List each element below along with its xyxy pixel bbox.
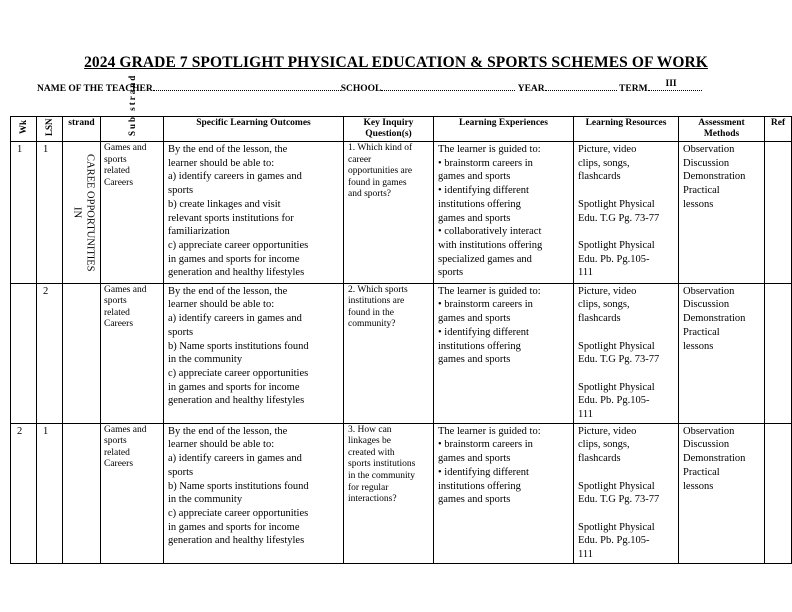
cell-line: Observation — [683, 425, 735, 437]
cell-line — [578, 507, 674, 521]
cell-line: c) appreciate career opportunities — [168, 507, 309, 519]
cell-line: in the community — [168, 354, 243, 366]
cell-line: Edu. T.G Pg. 73-77 — [578, 494, 660, 506]
cell-line: Spotlight Physical — [578, 198, 655, 210]
cell-line: Careers — [104, 459, 134, 470]
document-title: 2024 GRADE 7 SPOTLIGHT PHYSICAL EDUCATION & SPORTS SCHEMES OF WORK — [84, 54, 708, 71]
week-cell: 2 — [11, 423, 37, 563]
outcomes-cell — [164, 142, 344, 284]
cell-line: linkages be — [348, 436, 392, 447]
cell-line: sports — [104, 154, 127, 165]
cell-line: Picture, video — [578, 144, 637, 155]
cell-line: Games and — [104, 143, 147, 153]
header-sub-strand: Sub strand — [101, 117, 164, 142]
cell-line: sports — [104, 296, 127, 307]
cell-line: 111 — [578, 267, 593, 279]
cell-line: b) create linkages and visit — [168, 198, 281, 210]
cell-line: Spotlight Physical — [578, 381, 655, 393]
cell-line: • brainstorm careers in — [438, 439, 533, 451]
cell-line: • brainstorm careers in — [438, 157, 533, 169]
ref-cell — [765, 283, 792, 423]
cell-line: games and sports — [438, 354, 511, 366]
cell-line: Practical — [683, 185, 720, 197]
cell-line: Observation — [683, 144, 735, 155]
cell-line: Practical — [683, 326, 720, 338]
cell-line: • collaboratively interact — [438, 226, 542, 238]
table-row — [11, 423, 792, 563]
week-cell: 1 — [11, 142, 37, 284]
strand-cell — [63, 142, 101, 284]
header-week: Wk — [11, 117, 37, 142]
cell-line: opportunities are — [348, 166, 413, 177]
cell-line: learner should be able to: — [168, 439, 275, 451]
term-label: TERM — [619, 84, 648, 94]
outcomes-cell — [164, 283, 344, 423]
inquiry-cell — [344, 283, 434, 423]
school-label: SCHOOL — [340, 84, 382, 94]
cell-line: The learner is guided to: — [438, 285, 541, 297]
cell-line: sports — [168, 326, 194, 338]
cell-line: clips, songs, — [578, 439, 630, 451]
header-lesson: LSN — [37, 117, 63, 142]
cell-line: institutions offering — [438, 480, 521, 492]
cell-line: By the end of the lesson, the — [168, 425, 288, 437]
cell-line: generation and healthy lifestyles — [168, 535, 305, 547]
cell-line: a) identify careers in games and — [168, 453, 302, 465]
cell-line: Discussion — [683, 157, 730, 169]
header-strand: strand — [63, 117, 101, 142]
cell-line: clips, songs, — [578, 157, 630, 169]
cell-line: By the end of the lesson, the — [168, 285, 288, 297]
cell-line: institutions are — [348, 296, 405, 307]
inquiry-cell — [344, 142, 434, 284]
cell-line: related — [104, 447, 130, 458]
cell-line: 1. Which kind of — [348, 143, 413, 153]
cell-line: Edu. T.G Pg. 73-77 — [578, 354, 660, 366]
lesson-cell: 1 — [37, 142, 63, 284]
cell-line: in games and sports for income — [168, 521, 300, 533]
cell-line: sports — [438, 267, 464, 279]
cell-line: found in the — [348, 307, 394, 318]
cell-line: learner should be able to: — [168, 157, 275, 169]
cell-line: 111 — [578, 409, 593, 420]
cell-line: and sports? — [348, 189, 392, 200]
cell-line: Picture, video — [578, 285, 637, 297]
cell-line: Practical — [683, 466, 720, 478]
cell-line: Observation — [683, 285, 735, 297]
year-label: YEAR — [517, 84, 545, 94]
cell-line: Picture, video — [578, 425, 637, 437]
strand-label: CAREE OPPORTUNITIES IN — [71, 154, 96, 272]
cell-line — [578, 367, 674, 381]
assessment-cell — [679, 142, 765, 284]
cell-line: a) identify careers in games and — [168, 171, 302, 183]
cell-line: found in games — [348, 177, 407, 188]
cell-line: Spotlight Physical — [578, 239, 655, 251]
cell-line: lessons — [683, 480, 714, 492]
cell-line: sports — [104, 436, 127, 447]
resources-cell — [574, 142, 679, 284]
year-field[interactable] — [545, 81, 617, 91]
cell-line: Edu. Pb. Pg.105- — [578, 535, 650, 547]
cell-line: Careers — [104, 319, 134, 330]
teacher-name-field[interactable] — [153, 81, 341, 91]
cell-line: The learner is guided to: — [438, 425, 541, 437]
header-outcomes: Specific Learning Outcomes — [164, 117, 344, 142]
resources-cell — [574, 423, 679, 563]
cell-line: games and sports — [438, 453, 511, 465]
cell-line: c) appreciate career opportunities — [168, 239, 309, 251]
inquiry-cell — [344, 423, 434, 563]
cell-line: 2. Which sports — [348, 284, 408, 295]
cell-line: related — [104, 166, 130, 177]
cell-line: created with — [348, 447, 395, 458]
table-row — [11, 142, 792, 284]
header-experiences: Learning Experiences — [434, 117, 574, 142]
cell-line: specialized games and — [438, 253, 532, 265]
cell-line: relevant sports institutions for — [168, 212, 294, 224]
header-resources: Learning Resources — [574, 117, 679, 142]
cell-line: The learner is guided to: — [438, 144, 541, 155]
lesson-cell: 2 — [37, 283, 63, 423]
cell-line: Games and — [104, 284, 147, 295]
sub-strand-cell — [101, 283, 164, 423]
cell-line: Demonstration — [683, 453, 746, 465]
cell-line: Edu. T.G Pg. 73-77 — [578, 212, 660, 224]
cell-line: • identifying different — [438, 466, 529, 478]
term-field[interactable] — [648, 81, 702, 91]
ref-cell — [765, 423, 792, 563]
cell-line — [578, 184, 674, 198]
cell-line: interactions? — [348, 494, 397, 505]
cell-line: community? — [348, 319, 396, 330]
experiences-cell — [434, 142, 574, 284]
cell-line: lessons — [683, 198, 714, 210]
cell-line: • identifying different — [438, 326, 529, 338]
cell-line: generation and healthy lifestyles — [168, 267, 305, 279]
cell-line: learner should be able to: — [168, 299, 275, 311]
cell-line: flashcards — [578, 313, 621, 325]
cell-line: related — [104, 307, 130, 318]
cell-line: Edu. Pb. Pg.105- — [578, 395, 650, 407]
cell-line: Careers — [104, 177, 134, 188]
strand-cell — [63, 283, 101, 423]
table-header-row — [11, 117, 792, 142]
sub-strand-cell — [101, 142, 164, 284]
table-row — [11, 283, 792, 423]
cell-line — [578, 466, 674, 480]
header-assessment: Assessment Methods — [679, 117, 765, 142]
school-field[interactable] — [381, 81, 515, 91]
lesson-cell: 1 — [37, 423, 63, 563]
cell-line: sports — [168, 185, 194, 197]
week-cell — [11, 283, 37, 423]
cell-line: games and sports — [438, 313, 511, 325]
cell-line — [578, 326, 674, 340]
cell-line: institutions offering — [438, 340, 521, 352]
cell-line: Spotlight Physical — [578, 521, 655, 533]
cell-line: • brainstorm careers in — [438, 299, 533, 311]
cell-line: in games and sports for income — [168, 381, 300, 393]
cell-line: familiarization — [168, 226, 230, 238]
cell-line: sports — [168, 466, 194, 478]
cell-line: 3. How can — [348, 424, 392, 435]
teacher-name-label: NAME OF THE TEACHER — [37, 84, 153, 94]
cell-line: b) Name sports institutions found — [168, 340, 309, 352]
header-inquiry: Key Inquiry Question(s) — [344, 117, 434, 142]
strand-cell — [63, 423, 101, 563]
cell-line: By the end of the lesson, the — [168, 144, 288, 155]
cell-line: 111 — [578, 549, 593, 560]
cell-line: lessons — [683, 340, 714, 352]
cell-line: flashcards — [578, 453, 621, 465]
cell-line: generation and healthy lifestyles — [168, 395, 305, 407]
cell-line: games and sports — [438, 171, 511, 183]
cell-line: in games and sports for income — [168, 253, 300, 265]
cell-line: career — [348, 154, 372, 165]
cell-line: Spotlight Physical — [578, 340, 655, 352]
term-value: III — [665, 79, 677, 89]
cell-line: games and sports — [438, 494, 511, 506]
cell-line: Spotlight Physical — [578, 480, 655, 492]
sub-strand-cell — [101, 423, 164, 563]
cell-line: in the community — [348, 471, 416, 482]
cell-line: Discussion — [683, 439, 730, 451]
outcomes-cell — [164, 423, 344, 563]
cell-line: a) identify careers in games and — [168, 313, 302, 325]
resources-cell — [574, 283, 679, 423]
experiences-cell — [434, 283, 574, 423]
header-ref: Ref — [765, 117, 792, 142]
cell-line: b) Name sports institutions found — [168, 480, 309, 492]
assessment-cell — [679, 423, 765, 563]
cell-line: Edu. Pb. Pg.105- — [578, 253, 650, 265]
ref-cell — [765, 142, 792, 284]
cell-line: flashcards — [578, 171, 621, 183]
cell-line — [578, 225, 674, 239]
assessment-cell — [679, 283, 765, 423]
cell-line: • identifying different — [438, 185, 529, 197]
cell-line: games and sports — [438, 212, 511, 224]
cell-line: Demonstration — [683, 171, 746, 183]
experiences-cell — [434, 423, 574, 563]
cell-line: for regular — [348, 482, 389, 493]
cell-line: institutions offering — [438, 198, 521, 210]
cell-line: Discussion — [683, 299, 730, 311]
cell-line: with institutions offering — [438, 239, 543, 251]
cell-line: clips, songs, — [578, 299, 630, 311]
cell-line: c) appreciate career opportunities — [168, 367, 309, 379]
cell-line: Games and — [104, 424, 147, 435]
cell-line: sports institutions — [348, 459, 416, 470]
cell-line: in the community — [168, 494, 243, 506]
cell-line: Demonstration — [683, 313, 746, 325]
